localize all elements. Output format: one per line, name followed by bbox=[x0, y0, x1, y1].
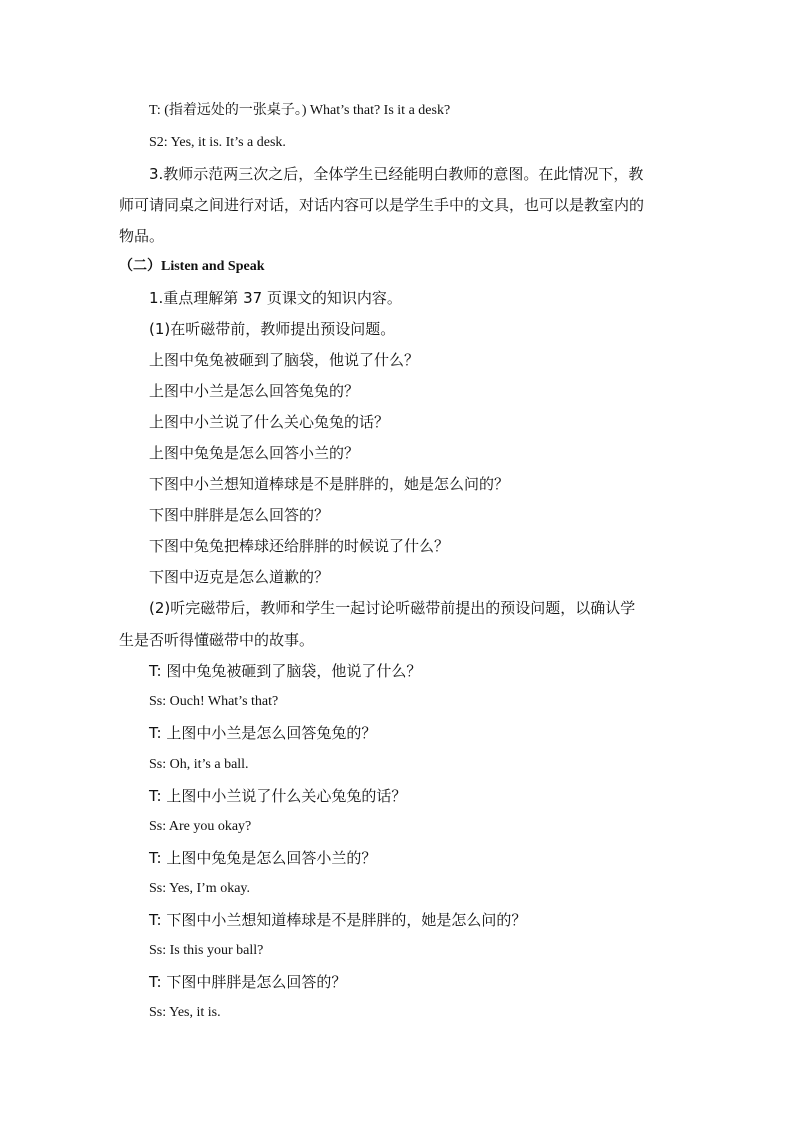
question-line: 下图中迈克是怎么道歉的？ bbox=[149, 568, 330, 586]
paragraph-line: (2)听完磁带后，教师和学生一起讨论听磁带前提出的预设问题，以确认学 bbox=[149, 599, 636, 617]
question-line: 上图中小兰是怎么回答兔兔的？ bbox=[149, 382, 360, 400]
dialogue-line-teacher: T: 下图中小兰想知道棒球是不是胖胖的，她是怎么问的？ bbox=[149, 911, 527, 929]
dialogue-line-teacher: T: (指着远处的一张桌子。) What’s that? Is it a desk? bbox=[149, 103, 451, 118]
dialogue-line-student: Ss: Yes, it is. bbox=[149, 1005, 221, 1020]
paragraph-line: 生是否听得懂磁带中的故事。 bbox=[119, 631, 315, 649]
question-line: 上图中小兰说了什么关心兔兔的话？ bbox=[149, 413, 390, 431]
paragraph-line: (1)在听磁带前，教师提出预设问题。 bbox=[149, 320, 396, 338]
dialogue-line-teacher: T: 上图中小兰说了什么关心兔兔的话？ bbox=[149, 787, 407, 805]
question-line: 下图中小兰想知道棒球是不是胖胖的，她是怎么问的？ bbox=[149, 475, 510, 493]
question-line: 上图中兔兔被砸到了脑袋，他说了什么？ bbox=[149, 351, 420, 369]
question-line: 下图中兔兔把棒球还给胖胖的时候说了什么？ bbox=[149, 537, 450, 555]
paragraph-line: 3.教师示范两三次之后，全体学生已经能明白教师的意图。在此情况下，教 bbox=[149, 165, 644, 183]
dialogue-line-teacher: T: 图中兔兔被砸到了脑袋，他说了什么？ bbox=[149, 662, 422, 680]
dialogue-line-teacher: T: 上图中小兰是怎么回答兔兔的？ bbox=[149, 724, 377, 742]
dialogue-line-student: Ss: Yes, I’m okay. bbox=[149, 881, 250, 896]
paragraph-line: 师可请同桌之间进行对话，对话内容可以是学生手中的文具，也可以是教室内的 bbox=[119, 196, 645, 214]
paragraph-line: 物品。 bbox=[119, 227, 165, 245]
dialogue-line-student: Ss: Oh, it’s a ball. bbox=[149, 757, 249, 772]
dialogue-line-teacher: T: 上图中兔兔是怎么回答小兰的？ bbox=[149, 849, 377, 867]
question-line: 下图中胖胖是怎么回答的？ bbox=[149, 506, 330, 524]
dialogue-line-student: S2: Yes, it is. It’s a desk. bbox=[149, 135, 286, 150]
dialogue-line-teacher: T: 下图中胖胖是怎么回答的？ bbox=[149, 973, 347, 991]
question-line: 上图中兔兔是怎么回答小兰的？ bbox=[149, 444, 360, 462]
paragraph-line: 1.重点理解第 37 页课文的知识内容。 bbox=[149, 289, 402, 307]
dialogue-line-student: Ss: Ouch! What’s that? bbox=[149, 694, 279, 709]
dialogue-line-student: Ss: Is this your ball? bbox=[149, 943, 264, 958]
dialogue-line-student: Ss: Are you okay? bbox=[149, 819, 252, 834]
section-heading: （二）Listen and Speak bbox=[119, 259, 265, 274]
